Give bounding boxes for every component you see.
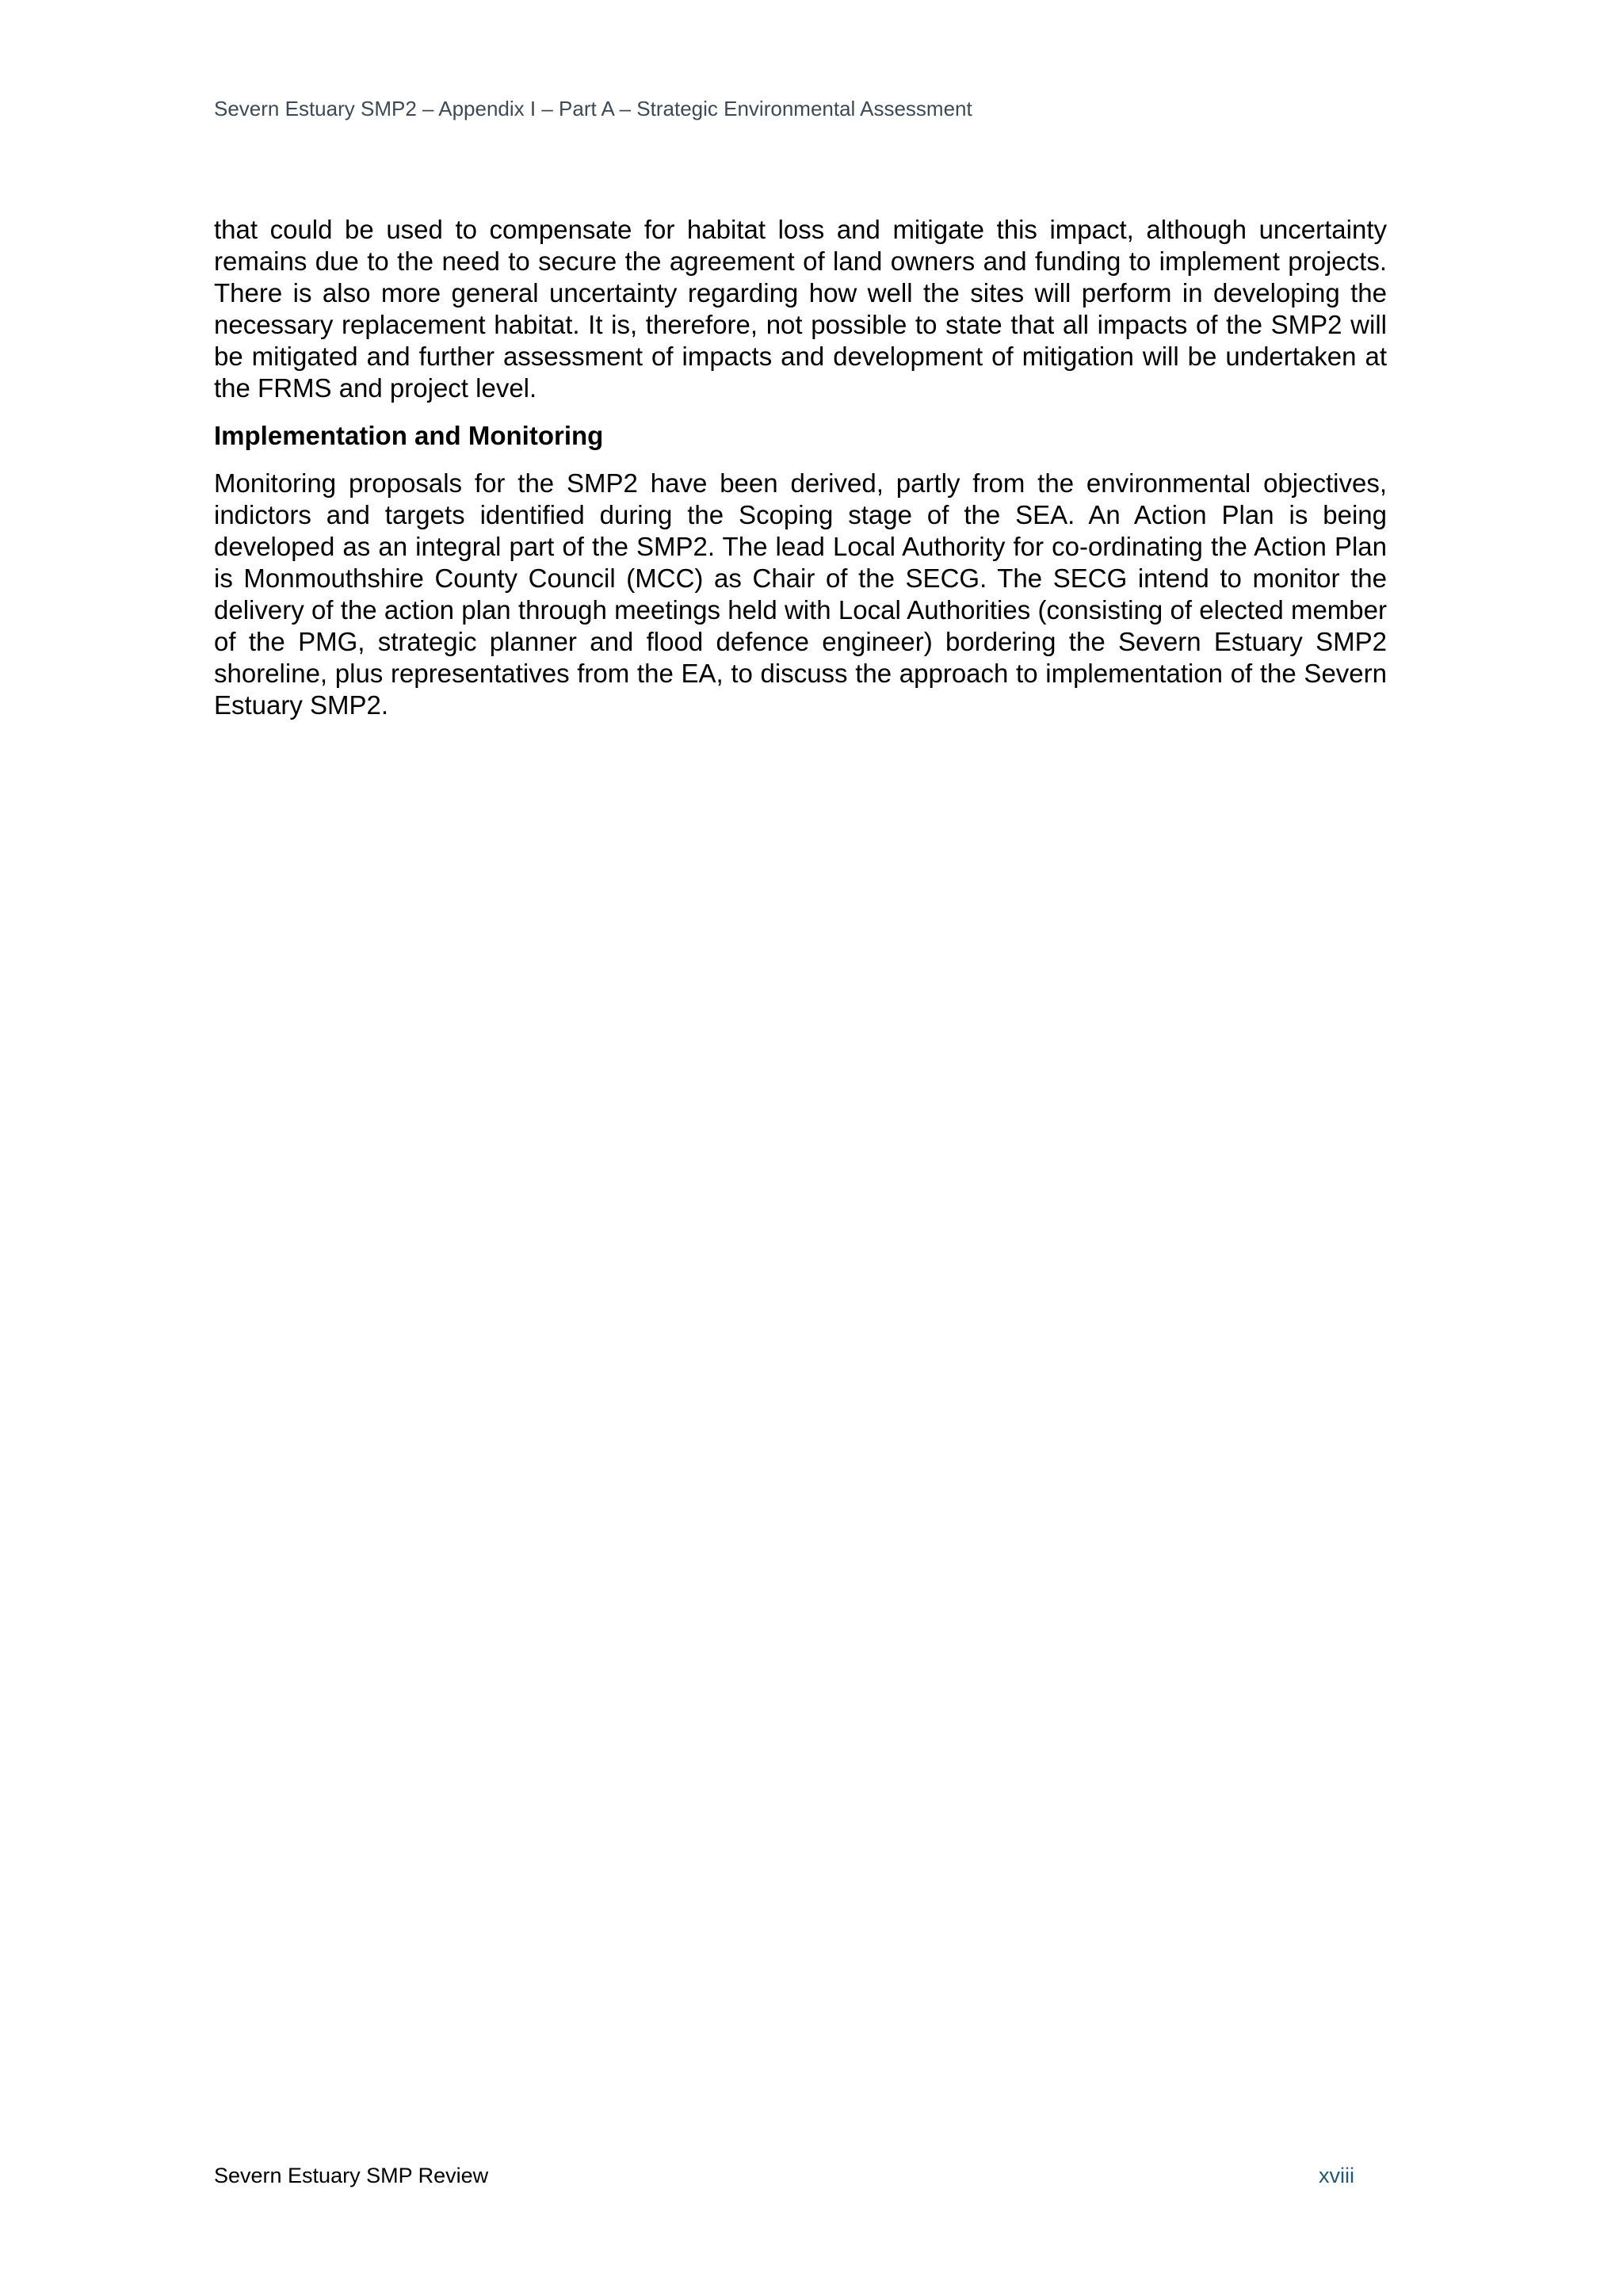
running-header: Severn Estuary SMP2 – Appendix I – Part A – Strategic Environmental Assessment xyxy=(214,97,972,120)
body-paragraph: that could be used to compensate for habitat loss and mitigate this impact, although uncertainty remains due to the need to secure the agreement of land owners and funding to implement projects. There is also more general uncertainty regarding how well the sites will perform in developing the necessary replacement habitat. It is, therefore, not possible to state that all impacts of the SMP2 will be mitigated and further assessment of impacts and development of mitigation will be undertaken at the FRMS and project level. xyxy=(214,215,1387,403)
document-body xyxy=(214,214,1387,721)
page-number: xviii xyxy=(1319,2164,1354,2187)
footer-document-title: Severn Estuary SMP Review xyxy=(214,2164,489,2187)
section-heading: Implementation and Monitoring xyxy=(214,421,604,450)
body-paragraph: Monitoring proposals for the SMP2 have been derived, partly from the environmental objectives, indictors and targets identified during the Scoping stage of the SEA. An Action Plan is being developed as an integral part of the SMP2. The lead Local Authority for co-ordinating the Action Plan is Monmouthshire County Council (MCC) as Chair of the SECG. The SECG intend to monitor the delivery of the action plan through meetings held with Local Authorities (consisting of elected member of the PMG, strategic planner and flood defence engineer) bordering the Severn Estuary SMP2 shoreline, plus representatives from the EA, to discuss the approach to implementation of the Severn Estuary SMP2. xyxy=(214,468,1387,720)
